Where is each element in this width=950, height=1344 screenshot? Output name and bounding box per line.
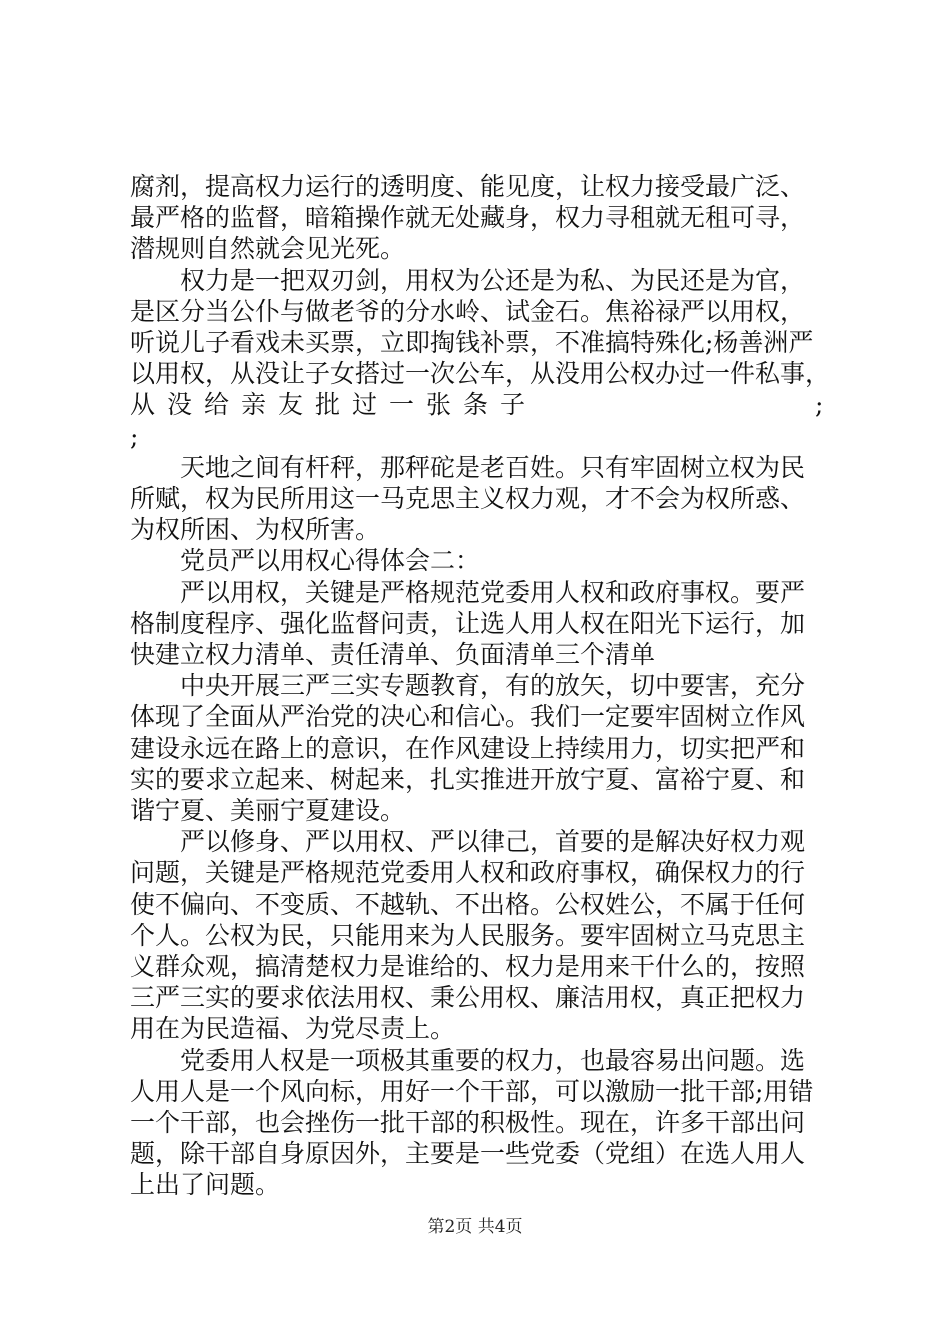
text-line: 严以用权，关键是严格规范党委用人权和政府事权。要严 bbox=[130, 577, 806, 607]
text-line: ; bbox=[815, 390, 824, 420]
text-line: 题，除干部自身原因外，主要是一些党委（党组）在选人用人 bbox=[130, 1139, 806, 1169]
text-line: 使不偏向、不变质、不越轨、不出格。公权姓公，不属于任何 bbox=[130, 889, 806, 919]
text-line: 三严三实的要求依法用权、秉公用权、廉洁用权，真正把权力 bbox=[130, 983, 806, 1013]
text-line: 上出了问题。 bbox=[130, 1170, 281, 1200]
text-line: 体现了全面从严治党的决心和信心。我们一定要牢固树立作风 bbox=[130, 702, 806, 732]
text-line: 潜规则自然就会见光死。 bbox=[130, 234, 406, 264]
text-line: 权力是一把双刃剑，用权为公还是为私、为民还是为官， bbox=[130, 265, 806, 295]
text-line: 实的要求立起来、树起来，扎实推进开放宁夏、富裕宁夏、和 bbox=[130, 764, 806, 794]
text-line: 问题，关键是严格规范党委用人权和政府事权，确保权力的行 bbox=[130, 858, 806, 888]
text-line: 腐剂，提高权力运行的透明度、能见度，让权力接受最广泛、 bbox=[130, 172, 806, 201]
text-line: 天地之间有杆秤，那秤砣是老百姓。只有牢固树立权为民 bbox=[130, 452, 806, 482]
text-line: 是区分当公仆与做老爷的分水岭、试金石。焦裕禄严以用权， bbox=[130, 296, 806, 326]
text-line: 严以修身、严以用权、严以律己，首要的是解决好权力观 bbox=[130, 827, 806, 857]
text-line: 义群众观，搞清楚权力是谁给的、权力是用来干什么的，按照 bbox=[130, 952, 806, 981]
text-line: 党委用人权是一项极其重要的权力，也最容易出问题。选 bbox=[130, 1045, 806, 1075]
text-line: 中央开展三严三实专题教育，有的放矢，切中要害，充分 bbox=[130, 671, 806, 701]
text-line: 人用人是一个风向标，用好一个干部，可以激励一批干部;用错 bbox=[130, 1076, 814, 1106]
page-number-footer: 第2页 共4页 bbox=[427, 1217, 523, 1237]
text-line: 快建立权力清单、责任清单、负面清单三个清单 bbox=[130, 640, 656, 669]
text-line: 最严格的监督，暗箱操作就无处藏身，权力寻租就无租可寻， bbox=[130, 203, 806, 233]
text-line: 个人。公权为民，只能用来为人民服务。要牢固树立马克思主 bbox=[130, 920, 806, 950]
text-line: 所赋，权为民所用这一马克思主义权力观，才不会为权所惑、 bbox=[130, 484, 806, 513]
text-line: ; bbox=[130, 421, 139, 451]
text-line: 一个干部，也会挫伤一批干部的积极性。现在，许多干部出问 bbox=[130, 1108, 806, 1137]
text-line: 从没给亲友批过一张条子 bbox=[130, 390, 538, 420]
text-line: 以用权，从没让子女搭过一次公车，从没用公权办过一件私事， bbox=[130, 359, 831, 389]
text-line: 建设永远在路上的意识，在作风建设上持续用力，切实把严和 bbox=[130, 733, 806, 763]
section-heading: 党员严以用权心得体会二： bbox=[130, 546, 481, 576]
text-line: 用在为民造福、为党尽责上。 bbox=[130, 1014, 456, 1044]
text-line: 谐宁夏、美丽宁夏建设。 bbox=[130, 796, 406, 825]
text-line: 为权所困、为权所害。 bbox=[130, 515, 381, 545]
text-line: 听说儿子看戏未买票，立即掏钱补票，不准搞特殊化;杨善洲严 bbox=[130, 328, 814, 357]
text-line: 格制度程序、强化监督问责，让选人用人权在阳光下运行，加 bbox=[130, 608, 806, 638]
